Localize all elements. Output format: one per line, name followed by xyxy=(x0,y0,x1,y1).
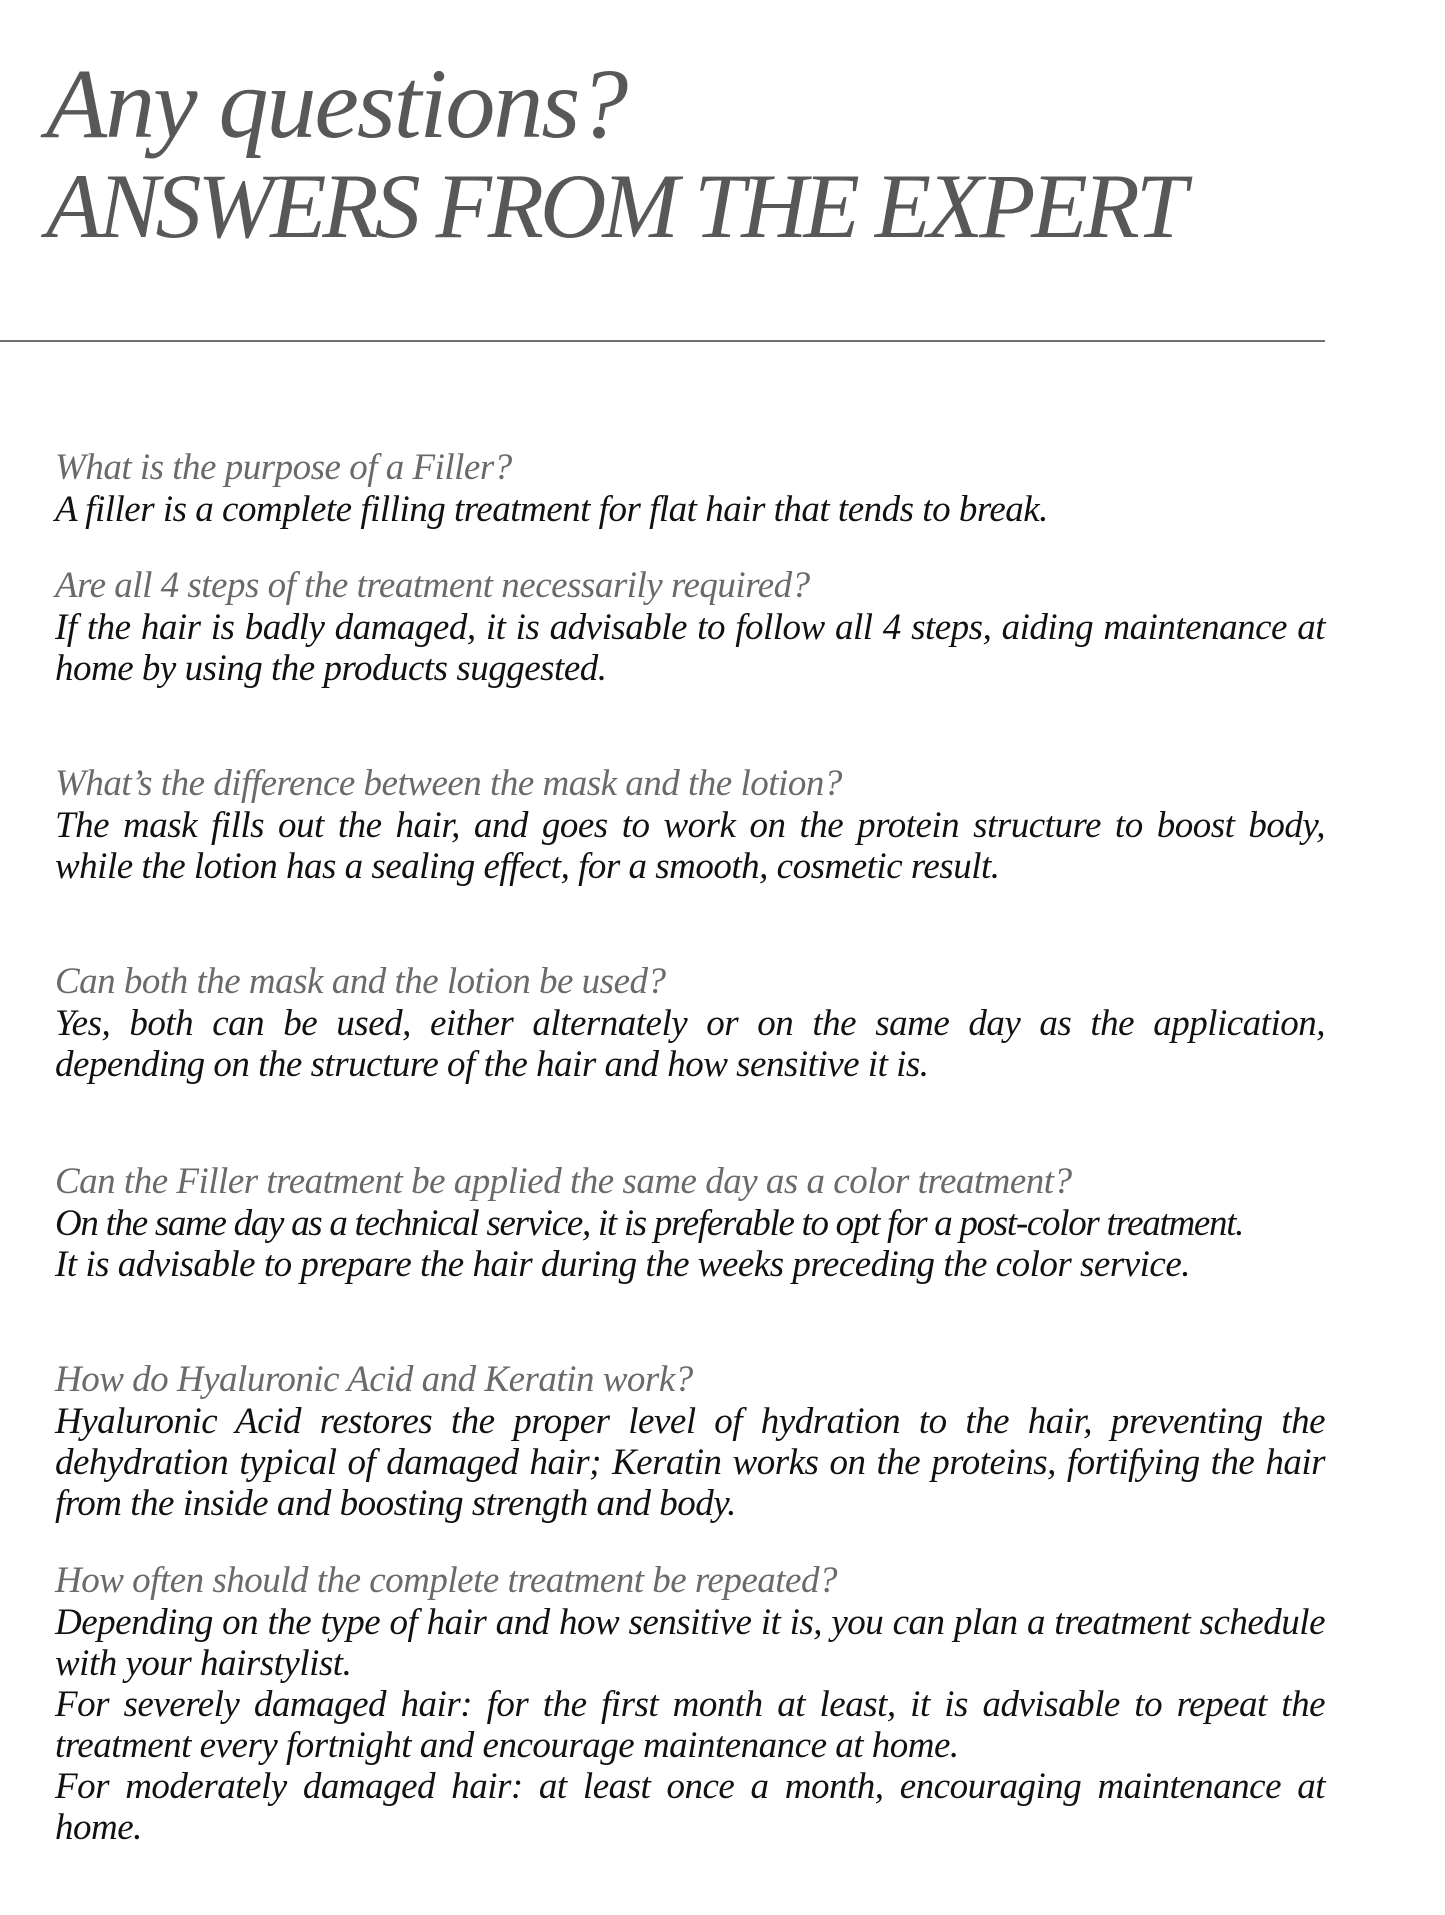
faq-item xyxy=(55,1560,1325,1848)
faq-question: Can both the mask and the lotion be used? xyxy=(55,961,666,1002)
faq-answer: Hyaluronic Acid restores the proper level of hydration to the hair, preventing the dehydration typical of damaged hair; Keratin works on the proteins, fortifying the hair from the inside and boosting strength and body. xyxy=(55,1401,1325,1524)
faq-item xyxy=(55,961,1325,1085)
faq-question: How do Hyaluronic Acid and Keratin work? xyxy=(55,1359,693,1400)
faq-item xyxy=(55,447,1325,530)
page-title xyxy=(46,48,1184,258)
faq-answer: The mask fills out the hair, and goes to work on the protein structure to boost body, while the lotion has a sealing effect, for a smooth, cosmetic result. xyxy=(55,805,1325,887)
faq-answer: Yes, both can be used, either alternately or on the same day as the application, depending on the structure of the hair and how sensitive it is. xyxy=(55,1003,1325,1085)
divider xyxy=(0,340,1325,342)
faq-answer: A filler is a complete filling treatment for flat hair that tends to break. xyxy=(55,489,1048,530)
faq-item xyxy=(55,565,1325,689)
faq-item xyxy=(55,1359,1325,1524)
faq-question: How often should the complete treatment be repeated? xyxy=(55,1560,837,1601)
faq-answer: If the hair is badly damaged, it is advisable to follow all 4 steps, aiding maintenance at home by using the products suggested. xyxy=(55,607,1325,689)
faq-answer-line-2: It is advisable to prepare the hair during the weeks preceding the color service. xyxy=(55,1244,1191,1285)
faq-item xyxy=(55,1161,1325,1285)
faq-item xyxy=(55,763,1325,887)
faq-answer-paragraph: Depending on the type of hair and how sensitive it is, you can plan a treatment schedule with your hairstylist. xyxy=(55,1602,1325,1684)
faq-answer-paragraph: For severely damaged hair: for the first month at least, it is advisable to repeat the treatment every fortnight and encourage maintenance at home. xyxy=(55,1684,1325,1766)
faq-answer-line-1: On the same day as a technical service, it is preferable to opt for a post-color treatment. xyxy=(55,1203,1244,1244)
faq-question: What’s the difference between the mask and the lotion? xyxy=(55,763,842,804)
faq-question: Can the Filler treatment be applied the same day as a color treatment? xyxy=(55,1161,1072,1202)
faq-question: Are all 4 steps of the treatment necessarily required? xyxy=(55,565,810,606)
title-line-2: ANSWERS FROM THE EXPERT xyxy=(46,155,1184,257)
faq-answer-paragraph: For moderately damaged hair: at least once a month, encouraging maintenance at home. xyxy=(55,1766,1325,1848)
faq-question: What is the purpose of a Filler? xyxy=(55,447,512,488)
title-line-1: Any questions? xyxy=(46,48,627,159)
